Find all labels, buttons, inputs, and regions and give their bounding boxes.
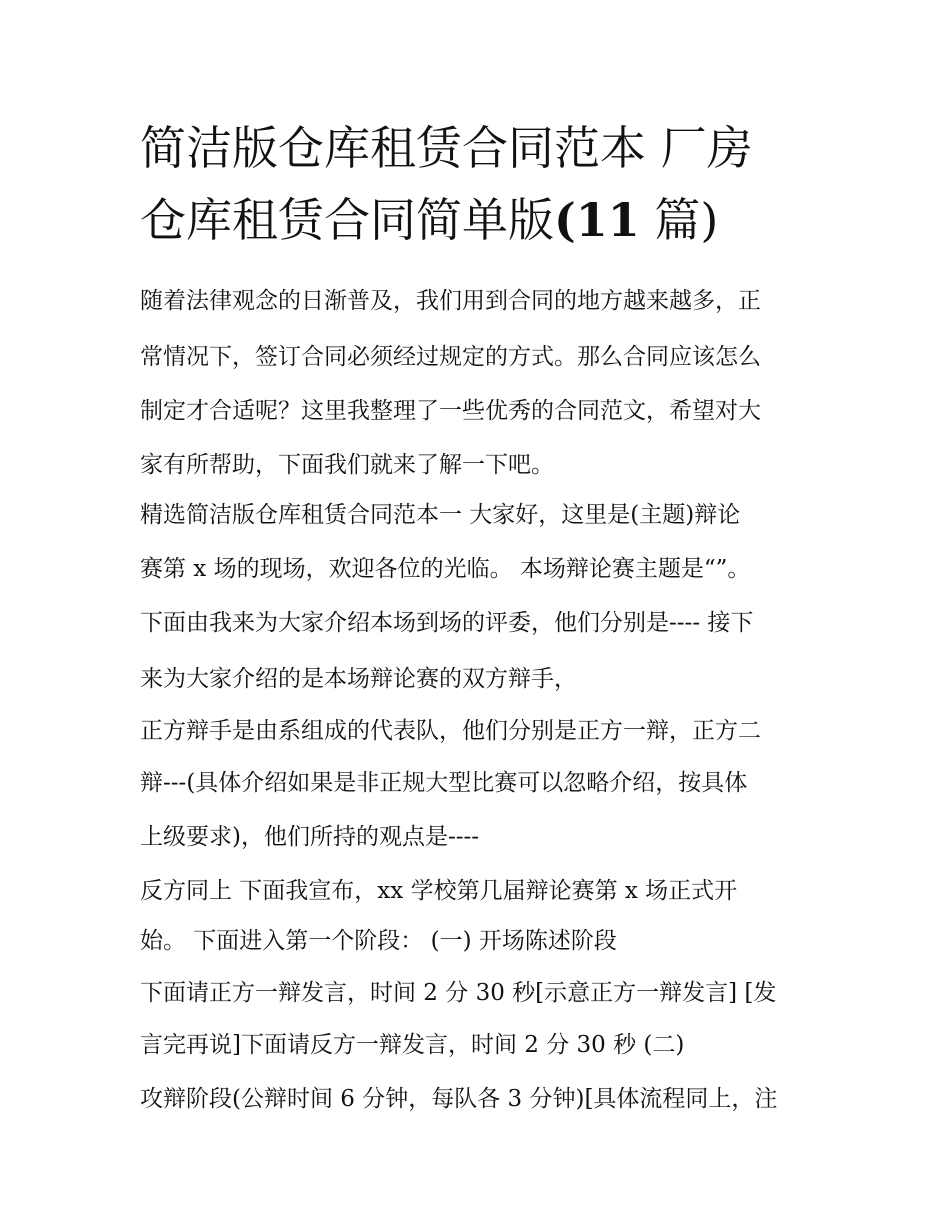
body-line: 随着法律观念的日渐普及，我们用到合同的地方越来越多，正 xyxy=(140,288,761,314)
body-line: 来为大家介绍的是本场辩论赛的双方辩手， xyxy=(140,666,577,692)
body-line: 赛第 x 场的现场，欢迎各位的光临。 本场辩论赛主题是“”。 xyxy=(140,556,751,582)
body-line: 常情况下，签订合同必须经过规定的方式。那么合同应该怎么 xyxy=(140,344,761,370)
body-line: 反方同上 下面我宣布，xx 学校第几届辩论赛第 x 场正式开 xyxy=(140,878,738,904)
body-line: 下面请正方一辩发言，时间 2 分 30 秒[示意正方一辩发言] [发 xyxy=(140,980,777,1006)
body-line: 攻辩阶段(公辩时间 6 分钟，每队各 3 分钟)[具体流程同上，注 xyxy=(140,1086,778,1112)
title-line-1: 简洁版仓库租赁合同范本 厂房 xyxy=(140,121,753,175)
title-count-close: 篇) xyxy=(639,193,719,247)
body-line: 下面由我来为大家介绍本场到场的评委，他们分别是---- 接下 xyxy=(140,610,754,636)
body-line: 上级要求)，他们所持的观点是---- xyxy=(140,824,480,850)
body-line: 家有所帮助，下面我们就来了解一下吧。 xyxy=(140,452,554,478)
body-line: 始。 下面进入第一个阶段： (一) 开场陈述阶段 xyxy=(140,928,617,954)
body-line: 辩---(具体介绍如果是非正规大型比赛可以忽略介绍，按具体 xyxy=(140,770,748,796)
body-line: 正方辩手是由系组成的代表队，他们分别是正方一辩，正方二 xyxy=(140,718,761,744)
title-line-2 xyxy=(140,184,820,256)
title-count-open: (11 xyxy=(554,193,640,247)
document-title xyxy=(140,112,820,256)
body-line: 制定才合适呢？这里我整理了一些优秀的合同范文，希望对大 xyxy=(140,398,761,424)
body-line: 言完再说]下面请反方一辩发言，时间 2 分 30 秒 (二) xyxy=(140,1032,685,1058)
body-line: 精选简洁版仓库租赁合同范本一 大家好，这里是(主题)辩论 xyxy=(140,502,741,528)
title-line-2-text: 仓库租赁合同简单版 xyxy=(140,193,554,247)
